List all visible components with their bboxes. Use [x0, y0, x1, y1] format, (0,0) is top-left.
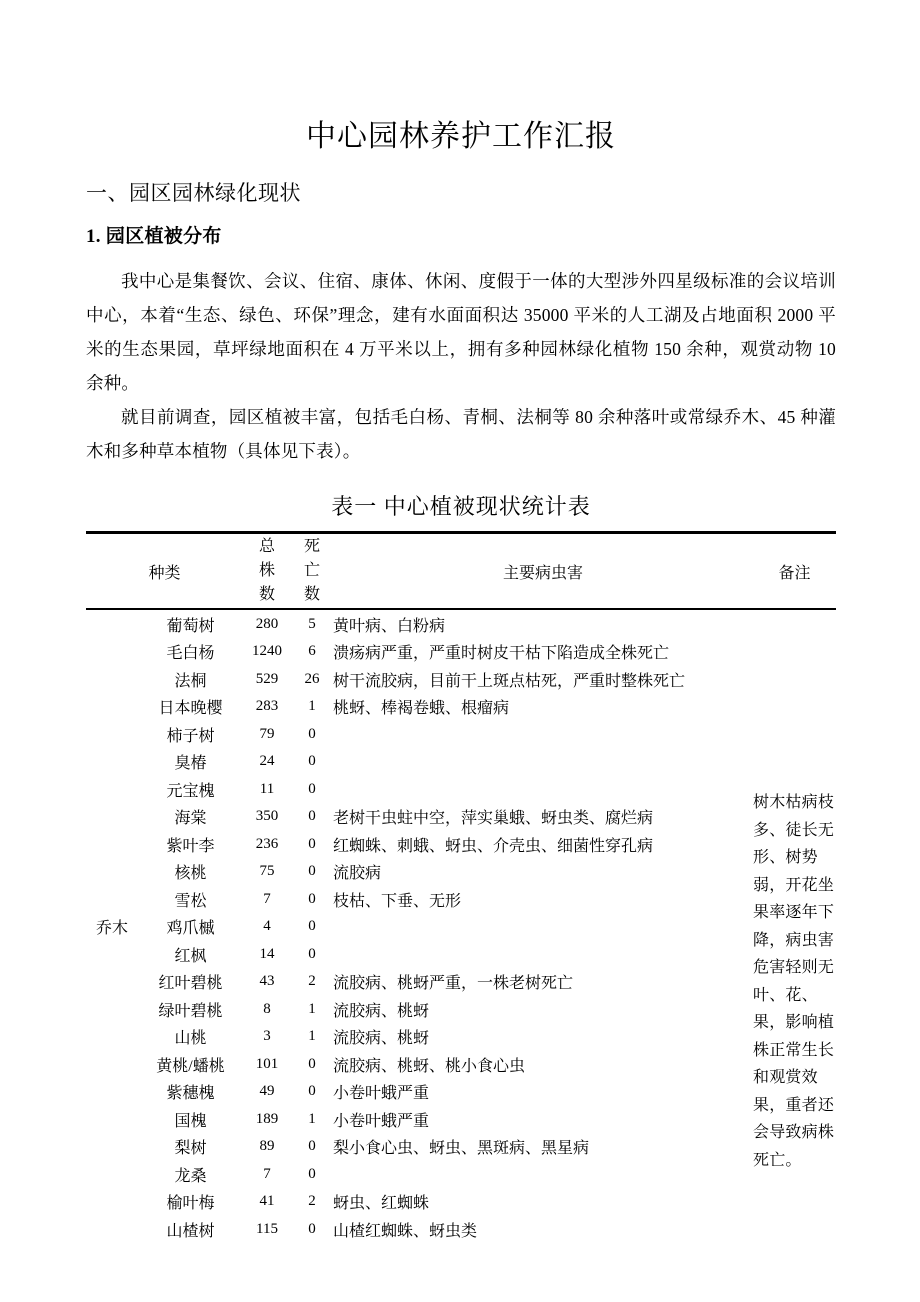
cell-dead-count: 0	[308, 835, 316, 852]
cell-total-count: 7	[263, 890, 271, 907]
cell-species-name: 日本晚樱	[158, 700, 223, 718]
cell-pests	[333, 940, 753, 968]
cell-total-count: 41	[259, 1193, 275, 1210]
cell-pests: 流胶病	[333, 865, 382, 883]
column-header-total	[243, 533, 291, 610]
table-row	[86, 1188, 836, 1216]
cell-dead-count: 0	[308, 753, 316, 770]
cell-species-name: 柿子树	[166, 727, 215, 745]
cell-species-name: 法桐	[174, 672, 207, 690]
cell-dead-count: 0	[308, 945, 316, 962]
cell-pests: 流胶病、桃蚜	[333, 1030, 430, 1048]
cell-dead-count: 0	[308, 725, 316, 742]
cell-total-count: 75	[259, 863, 275, 880]
cell-species-name: 红叶碧桃	[158, 975, 223, 993]
document-content	[86, 0, 836, 1243]
cell-dead-count: 2	[308, 973, 316, 990]
cell-total-count: 89	[259, 1138, 275, 1155]
table-row	[86, 1023, 836, 1051]
cell-total-count: 79	[259, 725, 275, 742]
cell-pests: 桃蚜、棒褐卷蛾、根瘤病	[333, 700, 510, 718]
section-heading: 一、园区园林绿化现状	[86, 180, 301, 205]
table-row	[86, 1105, 836, 1133]
cell-dead-count: 0	[308, 863, 316, 880]
cell-species-name: 紫穗槐	[166, 1085, 215, 1103]
page-title: 中心园林养护工作汇报	[306, 120, 616, 153]
cell-pests: 红蜘蛛、刺蛾、蚜虫、介壳虫、细菌性穿孔病	[333, 837, 654, 855]
cell-dead-count: 0	[308, 1083, 316, 1100]
table-row	[86, 968, 836, 996]
cell-species-name: 龙桑	[174, 1167, 207, 1185]
cell-species-name: 榆叶梅	[166, 1195, 215, 1213]
cell-pests: 溃疡病严重，严重时树皮干枯下陷造成全株死亡	[333, 645, 670, 663]
cell-total-count: 115	[256, 1220, 278, 1237]
cell-total-count: 350	[255, 808, 279, 825]
cell-remarks-empty	[753, 609, 836, 720]
table-row	[86, 1050, 836, 1078]
cell-pests: 流胶病、桃蚜、桃小食心虫	[333, 1057, 526, 1075]
table-row	[86, 830, 836, 858]
cell-pests	[333, 913, 753, 941]
cell-species-name: 山桃	[174, 1030, 207, 1048]
cell-total-count: 189	[255, 1110, 279, 1127]
total-char-1: 总	[259, 538, 276, 556]
cell-dead-count: 1	[308, 1000, 316, 1017]
subsection-heading: 1. 园区植被分布	[86, 225, 222, 247]
paragraph-survey: 就目前调查，园区植被丰富，包括毛白杨、青桐、法桐等 80 余种落叶或常绿乔木、45 种灌木和多种草本植物（具体见下表）。	[86, 407, 836, 462]
cell-species-name: 紫叶李	[166, 837, 215, 855]
cell-species-name: 元宝槐	[166, 782, 215, 800]
cell-species-name: 核桃	[174, 865, 207, 883]
cell-species-name: 绿叶碧桃	[158, 1002, 223, 1020]
table-row	[86, 665, 836, 693]
table-row	[86, 638, 836, 666]
cell-species-name: 黄桃/蟠桃	[156, 1057, 225, 1075]
cell-dead-count: 1	[308, 1110, 316, 1127]
column-header-dead	[291, 533, 333, 610]
cell-pests: 梨小食心虫、蚜虫、黑斑病、黑星病	[333, 1140, 590, 1158]
table-row	[86, 1160, 836, 1188]
cell-pests: 蚜虫、红蜘蛛	[333, 1195, 430, 1213]
table-row	[86, 609, 836, 638]
cell-total-count: 529	[255, 670, 279, 687]
cell-dead-count: 0	[308, 918, 316, 935]
table-row	[86, 748, 836, 776]
cell-dead-count: 0	[308, 1165, 316, 1182]
cell-pests: 枝枯、下垂、无形	[333, 892, 462, 910]
cell-species-name: 山楂树	[166, 1222, 215, 1240]
total-char-3: 数	[259, 586, 276, 604]
cell-total-count: 43	[259, 973, 275, 990]
cell-pests: 小卷叶蛾严重	[333, 1085, 430, 1103]
dead-char-3: 数	[304, 586, 321, 604]
table-row	[86, 720, 836, 748]
column-header-category	[86, 533, 243, 610]
cell-dead-count: 26	[304, 670, 320, 687]
cell-pests	[333, 720, 753, 748]
cell-pests: 树干流胶病，目前干上斑点枯死，严重时整株死亡	[333, 672, 686, 690]
cell-species-name: 红枫	[174, 947, 207, 965]
cell-species-name: 梨树	[174, 1140, 207, 1158]
cell-dead-count: 0	[308, 808, 316, 825]
cell-pests	[333, 775, 753, 803]
cell-dead-count: 0	[308, 1138, 316, 1155]
table-row	[86, 1215, 836, 1243]
cell-dead-count: 0	[308, 890, 316, 907]
cell-species-name: 国槐	[174, 1112, 207, 1130]
cell-pests: 流胶病、桃蚜	[333, 1002, 430, 1020]
table-row	[86, 803, 836, 831]
cell-total-count: 7	[263, 1165, 271, 1182]
table-row	[86, 858, 836, 886]
cell-total-count: 11	[259, 780, 275, 797]
cell-dead-count: 6	[308, 643, 316, 660]
cell-total-count: 283	[255, 698, 279, 715]
cell-total-count: 280	[255, 615, 279, 632]
cell-species-name: 鸡爪槭	[166, 920, 215, 938]
table-row	[86, 995, 836, 1023]
column-header-remarks	[753, 533, 836, 610]
cell-total-count: 101	[255, 1055, 279, 1072]
cell-pests: 小卷叶蛾严重	[333, 1112, 430, 1130]
column-header-pests	[333, 533, 753, 610]
cell-category: 乔木	[95, 920, 128, 938]
paragraph-overview: 我中心是集餐饮、会议、住宿、康体、休闲、度假于一体的大型涉外四星级标准的会议培训中心，本着“生态、绿色、环保”理念，建有水面面积达 35000 平米的人工湖及占地面积 2000 平米的生态果园，草坪绿地面积在 4 万平米以上，拥有多种园林绿化植物 150 余种，观赏动物 10 余种。	[86, 271, 836, 394]
vegetation-statistics-table	[86, 531, 836, 1243]
cell-species-name: 海棠	[174, 810, 207, 828]
cell-total-count: 4	[263, 918, 271, 935]
cell-dead-count: 1	[308, 698, 316, 715]
cell-dead-count: 0	[308, 780, 316, 797]
cell-total-count: 14	[259, 945, 275, 962]
cell-pests	[333, 1160, 753, 1188]
column-header-dead-stack	[304, 535, 320, 607]
cell-total-count: 3	[263, 1028, 271, 1045]
cell-total-count: 236	[255, 835, 279, 852]
cell-pests: 老树干虫蛀中空，萍实巢蛾、蚜虫类、腐烂病	[333, 810, 654, 828]
table-body	[86, 609, 836, 1243]
cell-total-count: 24	[259, 753, 275, 770]
cell-species-name: 臭椿	[174, 755, 207, 773]
table-row	[86, 913, 836, 941]
table-row	[86, 1133, 836, 1161]
cell-total-count: 8	[263, 1000, 271, 1017]
table-row	[86, 940, 836, 968]
column-header-remarks-label: 备注	[778, 564, 811, 582]
cell-dead-count: 0	[308, 1055, 316, 1072]
column-header-category-label: 种类	[148, 564, 181, 582]
cell-dead-count: 0	[308, 1220, 316, 1237]
dead-char-2: 亡	[304, 562, 321, 580]
cell-pests: 流胶病、桃蚜严重，一株老树死亡	[333, 975, 574, 993]
cell-remarks: 树木枯病枝多、徒长无形、树势弱，开花坐果率逐年下降，病虫害危害轻则无叶、花、果，影响植株正常生长和观赏效果，重者还会导致病株死亡。	[753, 794, 835, 1169]
cell-pests: 山楂红蜘蛛、蚜虫类	[333, 1222, 478, 1240]
table-row	[86, 1078, 836, 1106]
dead-char-1: 死	[304, 538, 321, 556]
total-char-2: 株	[259, 562, 276, 580]
table-row	[86, 885, 836, 913]
cell-dead-count: 5	[308, 615, 316, 632]
table-row	[86, 693, 836, 721]
column-header-pests-label: 主要病虫害	[503, 564, 584, 582]
cell-dead-count: 2	[308, 1193, 316, 1210]
cell-pests: 黄叶病、白粉病	[333, 617, 446, 635]
cell-dead-count: 1	[308, 1028, 316, 1045]
table-header	[86, 533, 836, 610]
cell-species-name: 雪松	[174, 892, 207, 910]
cell-total-count: 49	[259, 1083, 275, 1100]
table-caption: 表一 中心植被现状统计表	[331, 494, 591, 520]
cell-total-count: 1240	[252, 643, 283, 660]
cell-species-name: 葡萄树	[166, 617, 215, 635]
table-row	[86, 775, 836, 803]
column-header-total-stack	[259, 535, 275, 607]
cell-species-name: 毛白杨	[166, 645, 215, 663]
cell-pests	[333, 748, 753, 776]
